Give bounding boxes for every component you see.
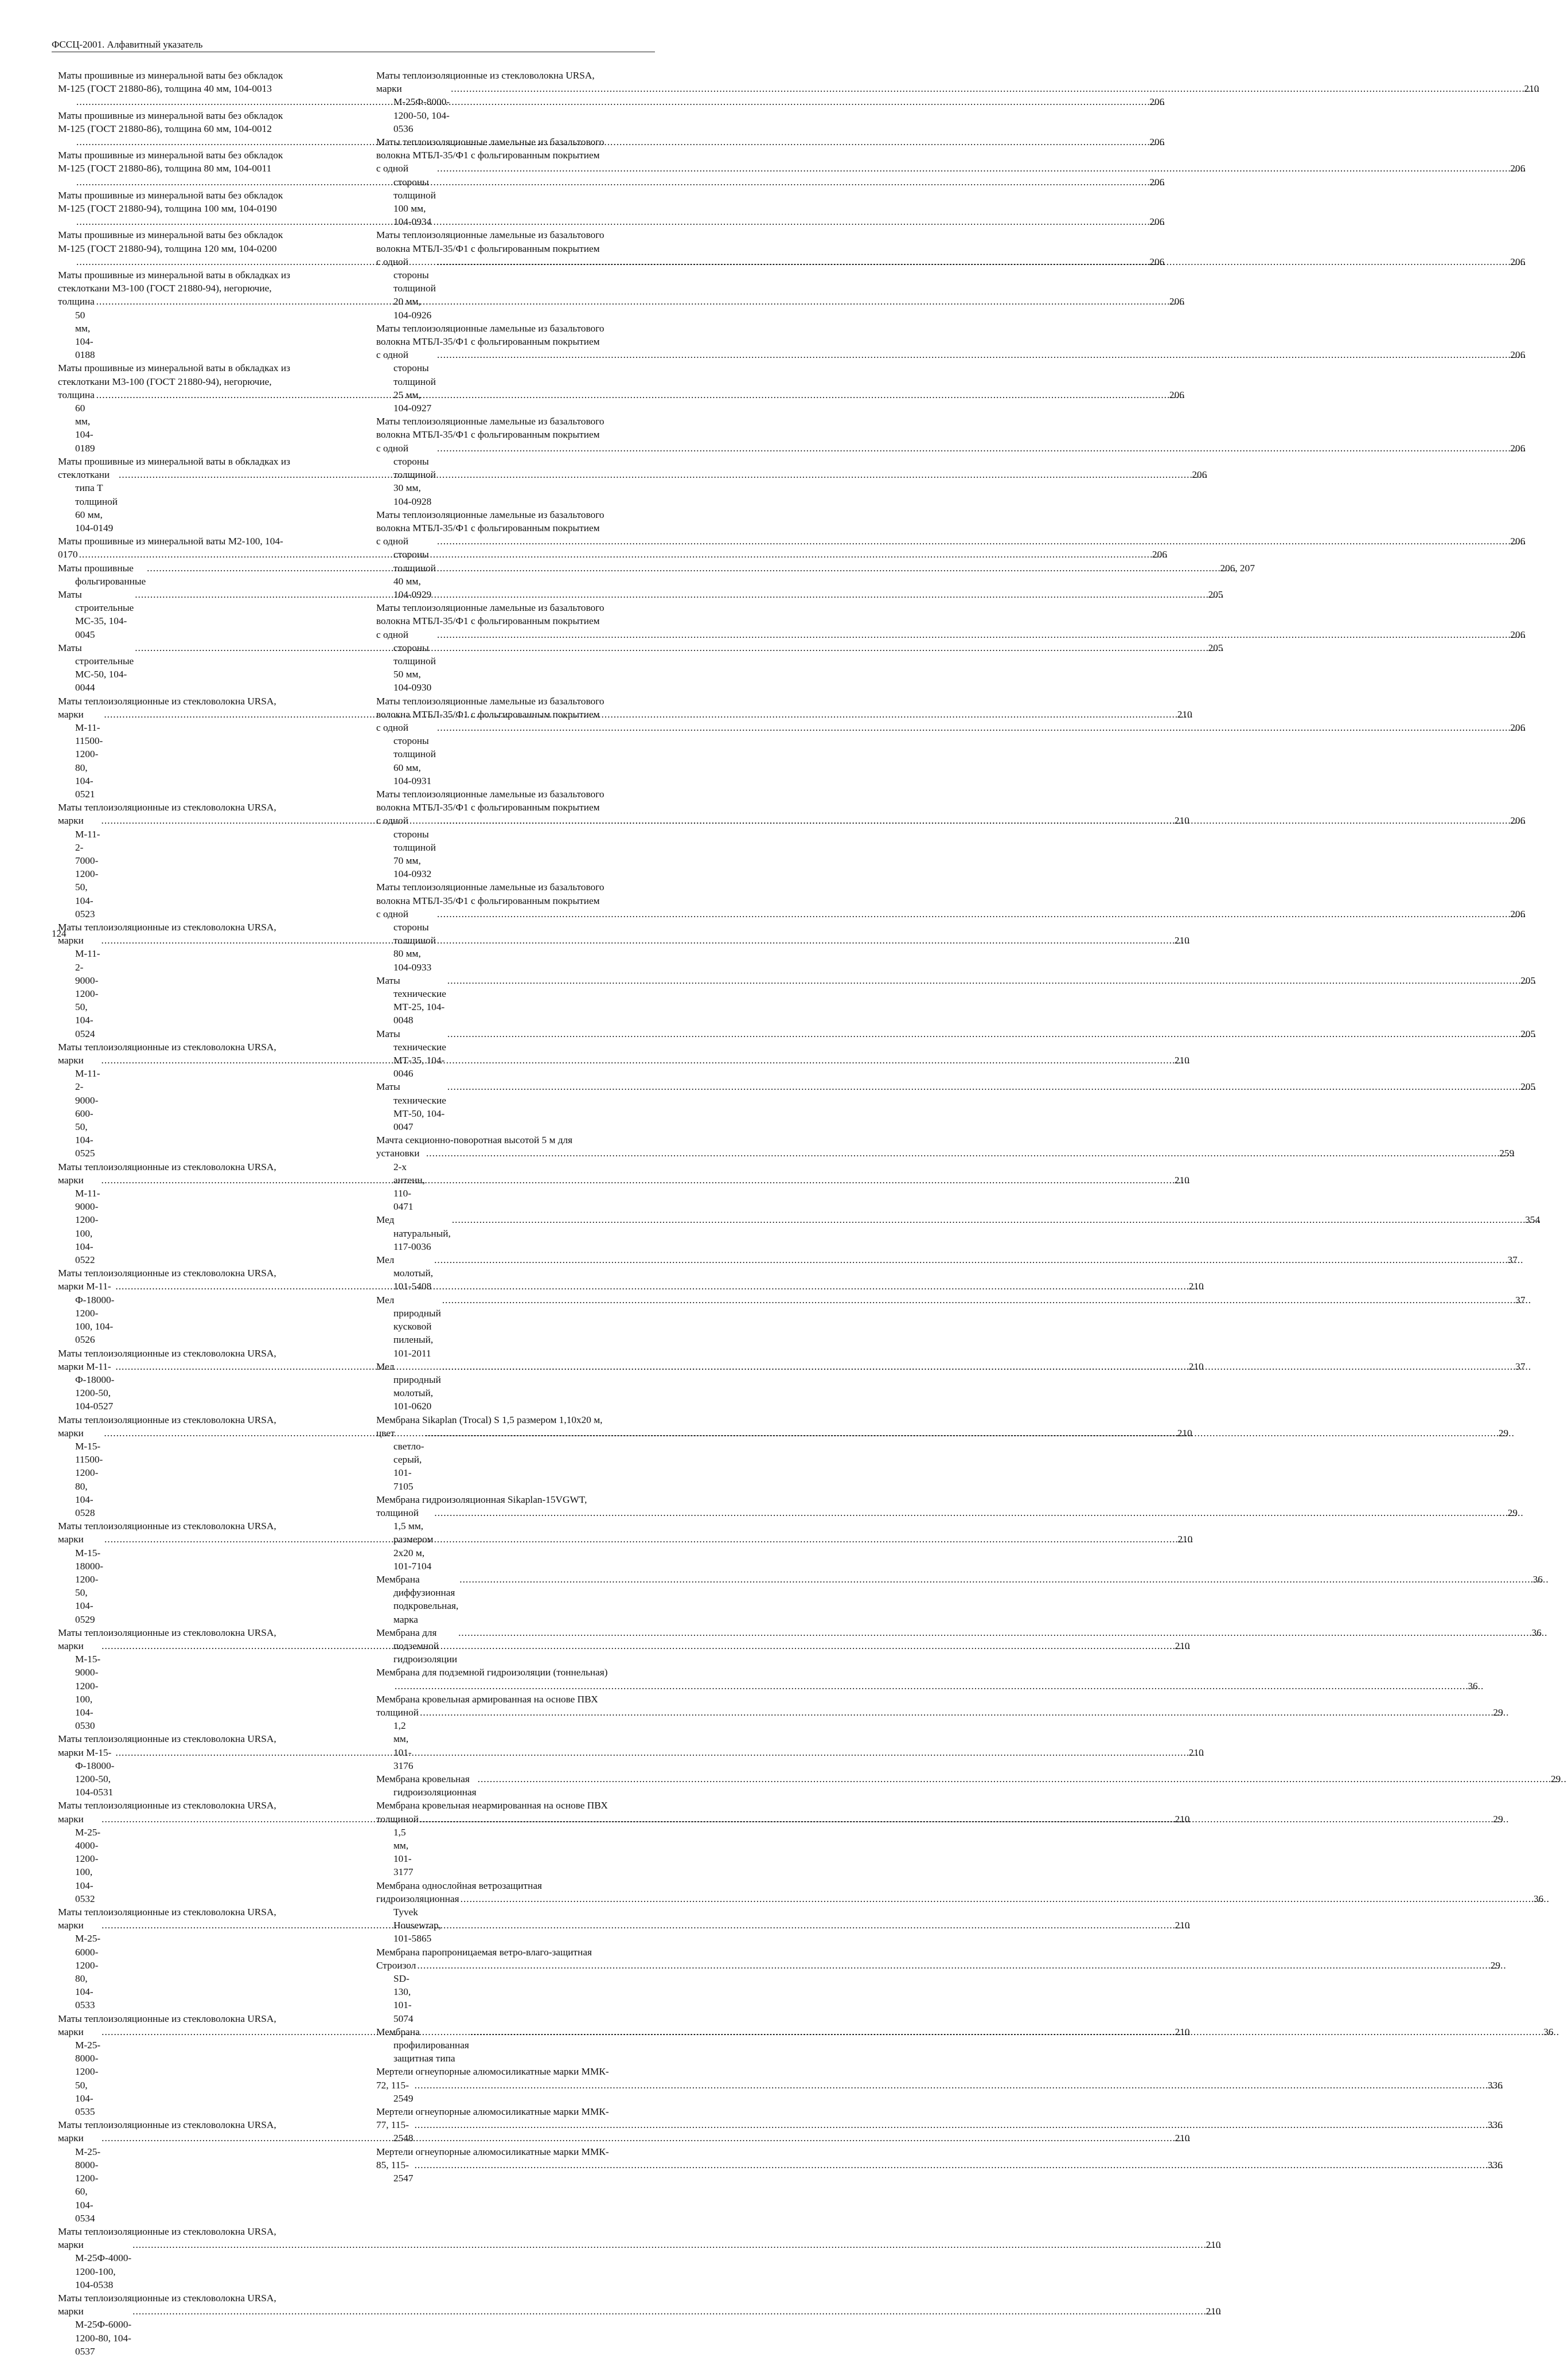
dot-leader <box>459 1573 1549 1586</box>
index-entry <box>376 1493 1518 1573</box>
index-entry-text: Мембрана для подземной гидроизоляции (тоннельная) <box>376 1667 608 1678</box>
index-entry-text: Мел молотый, 101-5408 <box>376 1254 436 1292</box>
index-entry-text: Маты прошивные из минеральной ваты в обкладках из <box>58 363 290 374</box>
index-entry-text: Мембрана паропроницаемая ветро-влаго-защитная <box>376 1946 592 1958</box>
index-entry-text: волокна МТБЛ-35/Ф1 с фольгированным покрытием <box>376 708 600 720</box>
dot-leader <box>447 1080 1536 1093</box>
index-entry-text: Маты теплоизоляционные из стекловолокна URSA, <box>58 922 276 933</box>
dot-leader <box>417 1959 1506 1972</box>
index-entry-text: М-125 (ГОСТ 21880-94), толщина 120 мм, 104-0200 <box>58 243 277 254</box>
index-entry-final-line: марки М-25-8000-1200-50, 104-0535 ..... 210 <box>75 2025 340 2118</box>
index-entry-text: марки М-25-6000-1200-80, 104-0533 <box>58 1920 101 2011</box>
index-entry-text: марки М-11-2-7000-1200-50, 104-0523 <box>58 815 100 919</box>
index-entry-final-line: Мембрана профилированная защитная типа ..... 36 <box>393 2025 655 2065</box>
index-entry <box>376 2025 1554 2065</box>
index-entry-final-line: Мембрана кровельная гидроизоляционная ..... 29 <box>393 1772 655 1799</box>
dot-leader <box>420 1706 1509 1719</box>
index-entry <box>376 1133 1515 1213</box>
index-entry <box>376 1213 1540 1253</box>
index-entry-text: волокна МТБЛ-35/Ф1 с фольгированным покрытием <box>376 615 600 627</box>
index-entry-text: Мертели огнеупорные алюмосиликатные марки ММК- <box>376 2146 609 2157</box>
dot-leader <box>447 974 1536 987</box>
index-entry-final-line: марки М-11-11500-1200-80, 104-0521 ..... 210 <box>75 708 340 801</box>
index-entry-final-line: ..... 206 <box>75 95 340 108</box>
index-entry <box>376 1080 1536 1133</box>
index-entry-final-line: 72, 115-2549 ..... 336 <box>393 2079 655 2105</box>
index-entry <box>376 1666 1478 1692</box>
index-entry-final-line: марки М-15-11500-1200-80, 104-0528 ..... 210 <box>75 1427 340 1519</box>
dot-leader <box>451 82 1540 95</box>
dot-leader <box>434 1253 1523 1266</box>
dot-leader <box>415 2118 1504 2131</box>
index-entry-text: с одной стороны толщиной 100 мм, 104-0934 <box>376 163 439 228</box>
dot-leader <box>132 2238 1222 2251</box>
dot-leader <box>442 1293 1531 1307</box>
index-entry-final-line: марки М-11-2-7000-1200-50, 104-0523 ..... 210 <box>75 814 340 921</box>
index-entry-text: М-125 (ГОСТ 21880-86), толщина 40 мм, 104-0013 <box>58 83 272 95</box>
index-entry-text: Маты прошивные из минеральной ваты в обкладках из <box>58 270 290 281</box>
index-entry-text: марки М-11-11500-1200-80, 104-0521 <box>58 708 103 800</box>
index-entry-text: Маты прошивные фольгированные <box>58 562 146 587</box>
index-entry-text: Мембрана однослойная ветрозащитная <box>376 1880 542 1891</box>
index-entry-text: Мембрана кровельная армированная на основе ПВХ <box>376 1693 598 1705</box>
index-entry-text: волокна МТБЛ-35/Ф1 с фольгированным покрытием <box>376 336 600 348</box>
index-entry <box>58 535 1167 561</box>
dot-leader <box>442 1360 1531 1373</box>
dot-leader <box>415 2158 1504 2172</box>
index-entry-text: Мел природный молотый, 101-0620 <box>376 1361 444 1412</box>
index-entry <box>376 2145 1503 2185</box>
index-entry-text: Маты теплоизоляционные из стекловолокна URSA, <box>58 695 276 707</box>
index-entry-final-line: марки М-25Ф-6000-1200-80, 104-0537 ..... 210 <box>75 2305 340 2358</box>
index-entry-final-line: Мембрана для подземной гидроизоляции ..... 36 <box>393 1626 655 1666</box>
index-entry-final-line: марки М-11-Ф-18000-1200-50, 104-0527 ..... 210 <box>75 1360 340 1413</box>
index-entry-final-line: Маты строительные МС-35, 104-0045 ..... 205 <box>75 588 340 641</box>
index-entry-final-line: марки М-11-2-9000-600-50, 104-0525 ..... 210 <box>75 1054 340 1160</box>
index-entry-text: Мембрана Sikaplan (Trocal) S 1,5 размером 1,10х20 м, <box>376 1414 603 1425</box>
index-entry-text: с одной стороны толщиной 30 мм, 104-0928 <box>376 442 439 507</box>
index-entry-final-line: толщиной 1,2 мм, 101-3176 ..... 29 <box>393 1706 655 1772</box>
index-entry-text: Маты теплоизоляционные из стекловолокна URSA, <box>376 70 595 81</box>
index-entry-text: Маты технические МТ-25, 104-0048 <box>376 975 449 1026</box>
index-entry-final-line: марки М-11-2-9000-1200-50, 104-0524 ..... 210 <box>75 934 340 1040</box>
dot-leader <box>437 628 1526 641</box>
dot-leader <box>458 1626 1547 1639</box>
index-entry-final-line: установки 2-х антенн, 110-0471 ..... 259 <box>393 1147 655 1213</box>
index-entry-text: Маты теплоизоляционные ламельные из базальтового <box>376 509 604 520</box>
index-entry-text: Маты теплоизоляционные ламельные из базальтового <box>376 602 604 614</box>
index-entry-text: Маты строительные МС-50, 104-0044 <box>58 642 136 693</box>
index-entry-text: Мембрана диффузионная подкровельная, марка <box>376 1573 461 1625</box>
index-entry-final-line: стеклоткани типа Т толщиной 60 мм, 104-0149 ..... 206 <box>75 468 340 535</box>
dot-leader <box>437 535 1526 548</box>
index-entry-text: марки М-11-Ф-18000-1200-50, 104-0527 <box>58 1361 115 1412</box>
index-entry-text: цвет светло-серый, 101-7105 <box>376 1427 424 1492</box>
index-entry-final-line: с одной стороны толщиной 100 мм, 104-0934 ..... 206 <box>393 162 655 228</box>
index-entry-final-line: с одной стороны толщиной 60 мм, 104-0931 ..... 206 <box>393 721 655 788</box>
index-entry-final-line: марки М-15-18000-1200-50, 104-0529 ..... 210 <box>75 1533 340 1626</box>
index-entry-text: с одной стороны толщиной 25 мм, 104-0927 <box>376 349 439 414</box>
index-entry-final-line: толщина 60 мм, 104-0189 ..... 206 <box>75 388 340 455</box>
dot-leader <box>147 562 1236 575</box>
index-entry-text: марки М-11-2-9000-1200-50, 104-0524 <box>58 935 100 1039</box>
index-entry-text: волокна МТБЛ-35/Ф1 с фольгированным покрытием <box>376 429 600 441</box>
index-entry-text: с одной стороны толщиной 20 мм, 104-0926 <box>376 256 439 321</box>
index-entry-final-line: Мел молотый, 101-5408 ..... 37 <box>393 1253 655 1293</box>
index-entry-text: толщиной 1,2 мм, 101-3176 <box>376 1706 422 1771</box>
index-entry-text: Маты теплоизоляционные из стекловолокна URSA, <box>58 1347 276 1359</box>
index-entry <box>376 1626 1542 1666</box>
index-entry-text: М-125 (ГОСТ 21880-86), толщина 80 мм, 104-0011 <box>58 163 272 174</box>
index-entry <box>376 1693 1503 1772</box>
dot-leader <box>119 468 1208 481</box>
index-entry-text: волокна МТБЛ-35/Ф1 с фольгированным покрытием <box>376 150 600 161</box>
index-entry-text: Маты теплоизоляционные из стекловолокна URSA, <box>58 1800 276 1811</box>
index-entry <box>376 1573 1543 1626</box>
index-entry-final-line: Мел природный кусковой пиленый, 101-2011 ..... 37 <box>393 1293 655 1360</box>
index-entry-text: Мертели огнеупорные алюмосиликатные марки ММК- <box>376 2106 609 2118</box>
dot-leader <box>437 814 1526 827</box>
index-entry-text: Маты теплоизоляционные ламельные из базальтового <box>376 229 604 241</box>
index-entry-text: Мел природный кусковой пиленый, 101-2011 <box>376 1294 444 1359</box>
dot-leader <box>461 1892 1550 1905</box>
index-entry-text: Маты теплоизоляционные из стекловолокна URSA, <box>58 2226 276 2237</box>
index-entry <box>376 788 1526 880</box>
index-entry <box>58 2225 1221 2291</box>
index-entry-text: марки М-11-9000-1200-100, 104-0522 <box>58 1174 100 1266</box>
index-entry-text: Маты технические МТ-35, 104-0046 <box>376 1028 449 1079</box>
index-entry-text: Маты теплоизоляционные ламельные из базальтового <box>376 788 604 800</box>
index-entry-text: Маты теплоизоляционные ламельные из базальтового <box>376 322 604 334</box>
index-entry-final-line: с одной стороны толщиной 70 мм, 104-0932 ..... 206 <box>393 814 655 880</box>
index-entry-final-line: марки М-11-Ф-18000-1200-100, 104-0526 ..... 210 <box>75 1280 340 1346</box>
index-entry-text: марки М-11-Ф-18000-1200-100, 104-0526 <box>58 1281 115 1346</box>
index-entry-text: 77, 115-2548 <box>376 2119 414 2144</box>
index-entry-text: Маты прошивные из минеральной ваты в обкладках из <box>58 455 290 467</box>
index-entry-final-line: марки М-25-8000-1200-60, 104-0534 ..... 210 <box>75 2131 340 2224</box>
index-entry-final-line: Мед натуральный, 117-0036 ..... 354 <box>393 1213 655 1253</box>
index-entry-final-line: Мел природный молотый, 101-0620 ..... 37 <box>393 1360 655 1413</box>
index-entry-final-line: Строизол SD-130, 101-5074 ..... 29 <box>393 1959 655 2025</box>
index-entry-final-line: с одной стороны толщиной 80 мм, 104-0933 ..... 206 <box>393 907 655 974</box>
index-entry-text: стеклоткани М3-100 (ГОСТ 21880-94), негорючие, <box>58 283 272 294</box>
index-entry-final-line: 0170 ..... 206 <box>75 548 340 561</box>
index-entry-final-line: с одной стороны толщиной 40 мм, 104-0929 ..... 206 <box>393 535 655 601</box>
dot-leader <box>415 2079 1504 2092</box>
index-entry <box>58 562 1255 588</box>
index-entry-text: Маты теплоизоляционные из стекловолокна URSA, <box>58 1041 276 1053</box>
index-entry-text: толщина 50 мм, 104-0188 <box>58 296 97 361</box>
dot-leader <box>452 1213 1541 1226</box>
index-entry-text: марки М-15-11500-1200-80, 104-0528 <box>58 1427 103 1518</box>
index-entry-text: Мембрана кровельная гидроизоляционная <box>376 1774 477 1798</box>
index-entry-text: Маты теплоизоляционные из стекловолокна URSA, <box>58 2292 276 2304</box>
index-entry-final-line: марки М-25-6000-1200-80, 104-0533 ..... 210 <box>75 1919 340 2012</box>
index-entry-text: Маты теплоизоляционные из стекловолокна URSA, <box>58 1907 276 1918</box>
index-entry-text: Маты прошивные из минеральной ваты без обкладок <box>58 150 283 161</box>
index-entry-text: толщина 60 мм, 104-0189 <box>58 389 97 454</box>
index-entry-text: Мембрана гидроизоляционная Sikaplan-15VGWT, <box>376 1494 587 1505</box>
index-entry-text: Маты теплоизоляционные ламельные из базальтового <box>376 882 604 893</box>
index-entry <box>376 135 1526 228</box>
index-entry-final-line: марки М-25Ф-8000-1200-50, 104-0536 ..... 210 <box>393 82 655 135</box>
index-entry-text: Маты технические МТ-50, 104-0047 <box>376 1081 449 1133</box>
index-entry-text: марки М-15-9000-1200-100, 104-0530 <box>58 1640 101 1732</box>
dot-leader <box>395 1679 1484 1693</box>
dot-leader <box>135 588 1224 601</box>
index-entry-text: марки М-25Ф-6000-1200-80, 104-0537 <box>58 2306 132 2357</box>
index-entry-text: 72, 115-2549 <box>376 2079 414 2104</box>
index-entry-text: толщиной 1,5 мм, размером 2х20 м, 101-7104 <box>376 1507 436 1572</box>
index-entry-text: Строизол SD-130, 101-5074 <box>376 1959 419 2024</box>
index-entry-text: гидроизоляционная Tyvek Housewrap, 101-5865 <box>376 1893 462 1944</box>
index-entry <box>58 2291 1221 2358</box>
index-entry-final-line: марки М-15-Ф-18000-1200-50, 104-0531 ..... 210 <box>75 1746 340 1799</box>
index-entry-final-line: с одной стороны толщиной 30 мм, 104-0928 ..... 206 <box>393 442 655 508</box>
index-entry-text: Маты прошивные из минеральной ваты без обкладок <box>58 229 283 241</box>
index-entry-text: волокна МТБЛ-35/Ф1 с фольгированным покрытием <box>376 522 600 533</box>
index-entry <box>376 880 1526 973</box>
index-entry-text: Маты теплоизоляционные ламельные из базальтового <box>376 137 604 148</box>
index-entry-text: стеклоткани типа Т толщиной 60 мм, 104-0149 <box>58 469 120 533</box>
index-entry-text: Мед натуральный, 117-0036 <box>376 1214 454 1252</box>
dot-leader <box>426 1147 1515 1160</box>
index-entry <box>376 415 1526 508</box>
dot-leader <box>437 907 1526 921</box>
index-entry-text: марки М-15-Ф-18000-1200-50, 104-0531 <box>58 1747 115 1798</box>
index-entry-text: Маты прошивные из минеральной ваты М2-100, 104- <box>58 536 283 547</box>
index-entry-text: Мембрана кровельная неармированная на основе ПВХ <box>376 1800 608 1811</box>
page-header-title: ФССЦ-2001. Алфавитный указатель <box>52 39 203 50</box>
page-number: 124 <box>52 928 67 939</box>
index-entry-text: волокна МТБЛ-35/Ф1 с фольгированным покрытием <box>376 802 600 813</box>
dot-leader <box>437 255 1526 268</box>
dot-leader <box>135 641 1224 654</box>
index-entry-final-line <box>58 562 1255 588</box>
index-entry-text: толщиной 1,5 мм, 101-3177 <box>376 1813 422 1878</box>
index-entry-text: с одной стороны толщиной 80 мм, 104-0933 <box>376 908 439 973</box>
index-entry <box>376 1027 1536 1081</box>
index-entry-text: 0170 <box>58 549 78 560</box>
index-entry-final-line: марки М-25Ф-4000-1200-100, 104-0538 ..... 210 <box>75 2238 340 2291</box>
index-entry <box>376 2065 1503 2105</box>
index-entry-final-line: Маты технические МТ-50, 104-0047 ..... 205 <box>393 1080 655 1133</box>
index-entry-final-line: толщиной 1,5 мм, 101-3177 ..... 29 <box>393 1813 655 1879</box>
index-entry-text: с одной стороны толщиной 50 мм, 104-0930 <box>376 629 439 693</box>
index-entry-text: с одной стороны толщиной 60 мм, 104-0931 <box>376 722 439 786</box>
index-entry-text: Маты теплоизоляционные ламельные из базальтового <box>376 416 604 427</box>
index-entry-final-line: Маты строительные МС-50, 104-0044 ..... 205 <box>75 641 340 695</box>
dot-leader <box>434 1506 1523 1519</box>
index-entry <box>376 228 1526 321</box>
index-entry-text: М-125 (ГОСТ 21880-94), толщина 100 мм, 104-0190 <box>58 203 277 215</box>
index-entry-text: волокна МТБЛ-35/Ф1 с фольгированным покрытием <box>376 895 600 906</box>
index-entry-final-line: ..... 206 <box>75 135 340 149</box>
index-entry-text: марки М-25-8000-1200-50, 104-0535 <box>58 2026 101 2118</box>
index-entry-text: Мачта секционно-поворотная высотой 5 м для <box>376 1135 573 1146</box>
index-entry-text: с одной стороны толщиной 70 мм, 104-0932 <box>376 815 439 880</box>
index-entry-text: Маты прошивные из минеральной ваты без обкладок <box>58 189 283 201</box>
index-entry-text: марки М-25Ф-4000-1200-100, 104-0538 <box>58 2239 132 2290</box>
dot-leader <box>437 348 1526 361</box>
index-entry <box>376 1253 1518 1293</box>
index-entry <box>376 322 1526 415</box>
index-entry-final-line: с одной стороны толщиной 50 мм, 104-0930 ..... 206 <box>393 628 655 695</box>
index-entry-text: марки М-25Ф-8000-1200-50, 104-0536 <box>376 83 450 134</box>
dot-leader <box>447 1027 1536 1040</box>
dot-leader <box>437 721 1526 734</box>
index-entry-final-line: 85, 115-2547 ..... 336 <box>393 2158 655 2185</box>
index-entry-text: волокна МТБЛ-35/Ф1 с фольгированным покрытием <box>376 243 600 254</box>
dot-leader <box>132 2305 1222 2318</box>
index-entry-final-line: толщина 50 мм, 104-0188 ..... 206 <box>75 295 340 361</box>
index-entry-text: стеклоткани М3-100 (ГОСТ 21880-94), негорючие, <box>58 376 272 387</box>
index-entry-text: с одной стороны толщиной 40 мм, 104-0929 <box>376 536 439 600</box>
index-entry-final-line: марки М-25-4000-1200-100, 104-0532 ..... 210 <box>75 1813 340 1905</box>
index-entry-final-line: марки М-11-9000-1200-100, 104-0522 ..... 210 <box>75 1174 340 1266</box>
dot-leader <box>115 1280 1204 1293</box>
index-entry-text: Маты теплоизоляционные из стекловолокна URSA, <box>58 2013 276 2024</box>
index-entry <box>376 1879 1544 1946</box>
index-entry-text: 85, 115-2547 <box>376 2159 414 2184</box>
dot-leader <box>437 442 1526 455</box>
index-entry-text: Маты теплоизоляционные из стекловолокна URSA, <box>58 1627 276 1638</box>
index-entry-text: Маты теплоизоляционные ламельные из базальтового <box>376 695 604 707</box>
index-entry-text: Маты теплоизоляционные из стекловолокна URSA, <box>58 2119 276 2131</box>
dot-leader <box>426 1427 1515 1440</box>
index-entry-final-line: толщиной 1,5 мм, размером 2х20 м, 101-7104 ..... 29 <box>393 1506 655 1573</box>
index-entry-text: Мембрана профилированная защитная типа <box>376 2026 472 2064</box>
index-entry-text: марки М-11-2-9000-600-50, 104-0525 <box>58 1055 100 1159</box>
index-entry-text: М-125 (ГОСТ 21880-86), толщина 60 мм, 104-0012 <box>58 123 272 134</box>
index-entry-text: Маты прошивные из минеральной ваты без обкладок <box>58 110 283 121</box>
index-entry-final-line: ..... 36 <box>393 1679 655 1693</box>
index-entry-final-line: 77, 115-2548 ..... 336 <box>393 2118 655 2145</box>
dot-leader <box>420 1813 1509 1826</box>
page-header <box>52 39 655 52</box>
index-entry-final-line: гидроизоляционная Tyvek Housewrap, 101-5865 ..... 36 <box>393 1892 655 1946</box>
index-entry-text: Маты теплоизоляционные из стекловолокна URSA, <box>58 802 276 813</box>
dot-leader <box>437 162 1526 175</box>
dot-leader <box>470 2025 1559 2039</box>
dot-leader <box>115 1746 1204 1759</box>
index-entry-text: марки М-25-4000-1200-100, 104-0532 <box>58 1813 101 1904</box>
index-entry-final-line: Маты технические МТ-35, 104-0046 ..... 205 <box>393 1027 655 1081</box>
index-entry-text: Маты теплоизоляционные из стекловолокна URSA, <box>58 1414 276 1425</box>
index-entry-text: Мембрана для подземной гидроизоляции <box>376 1627 458 1665</box>
index-entry-text: Маты прошивные из минеральной ваты без обкладок <box>58 70 283 81</box>
index-entry <box>376 974 1536 1027</box>
index-entry-page-ref: 206, 207 <box>1220 562 1255 574</box>
index-entry-final-line: с одной стороны толщиной 25 мм, 104-0927 ..... 206 <box>393 348 655 415</box>
index-entry-text: Маты теплоизоляционные из стекловолокна URSA, <box>58 1733 276 1745</box>
index-entry-final-line: ..... 206 <box>75 176 340 189</box>
index-entry-text: марки М-15-18000-1200-50, 104-0529 <box>58 1534 103 1625</box>
index-entry-final-line: цвет светло-серый, 101-7105 ..... 29 <box>393 1427 655 1493</box>
index-entry-text: марки М-25-8000-1200-60, 104-0534 <box>58 2133 101 2224</box>
index-entry-final-line: с одной стороны толщиной 20 мм, 104-0926 ..... 206 <box>393 255 655 322</box>
index-entry-text: установки 2-х антенн, 110-0471 <box>376 1148 428 1213</box>
dot-leader <box>478 1772 1567 1786</box>
index-entry-final-line: ..... 206 <box>75 215 340 228</box>
index-entry-text: Маты теплоизоляционные из стекловолокна URSA, <box>58 1268 276 1279</box>
index-entry <box>376 2105 1503 2145</box>
index-entry-text: Маты строительные МС-35, 104-0045 <box>58 588 136 640</box>
index-entry-final-line: Мембрана диффузионная подкровельная, марка ..... 36 <box>393 1573 655 1626</box>
index-entry-text: Маты теплоизоляционные из стекловолокна URSA, <box>58 1521 276 1532</box>
index-entry-final-line: Маты технические МТ-25, 104-0048 ..... 205 <box>393 974 655 1027</box>
index-entry-final-line: ..... 206 <box>75 255 340 268</box>
index-entry-text: Маты теплоизоляционные из стекловолокна URSA, <box>58 1161 276 1172</box>
index-entry-final-line: марки М-15-9000-1200-100, 104-0530 ..... 210 <box>75 1639 340 1732</box>
index-entry-text: Мертели огнеупорные алюмосиликатные марки ММК- <box>376 2066 609 2078</box>
index-entry <box>376 1772 1561 1799</box>
